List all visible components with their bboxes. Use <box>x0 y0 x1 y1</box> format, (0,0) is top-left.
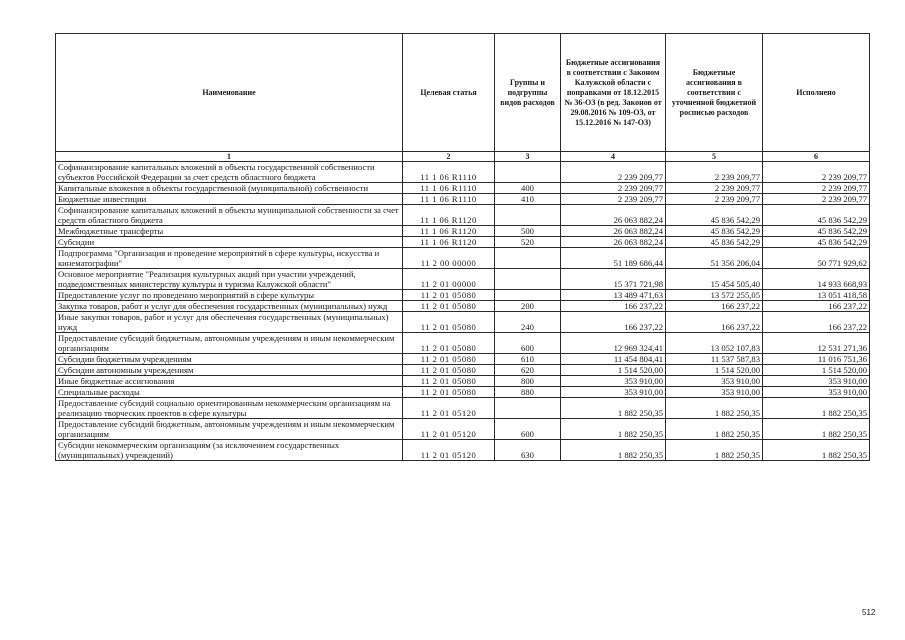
header-target-article: Целевая статья <box>403 34 495 152</box>
row-executed: 11 016 751,36 <box>763 354 870 365</box>
row-name: Иные бюджетные ассигнования <box>56 376 403 387</box>
row-expense-group <box>495 162 561 183</box>
row-revised-allocation: 2 239 209,77 <box>666 162 763 183</box>
row-revised-allocation: 2 239 209,77 <box>666 194 763 205</box>
row-target-article: 11 2 01 05080 <box>403 290 495 301</box>
table-row <box>56 354 870 365</box>
header-executed: Исполнено <box>763 34 870 152</box>
row-target-article: 11 2 01 00000 <box>403 269 495 290</box>
row-target-article: 11 2 01 05080 <box>403 387 495 398</box>
row-name: Предоставление услуг по проведению мероприятий в сфере культуры <box>56 290 403 301</box>
table-row <box>56 387 870 398</box>
row-expense-group: 600 <box>495 333 561 354</box>
row-law-allocation: 26 063 882,24 <box>561 237 666 248</box>
row-name: Предоставление субсидий бюджетным, автономным учреждениям и иным некоммерческим организациям <box>56 333 403 354</box>
row-revised-allocation: 353 910,00 <box>666 376 763 387</box>
row-expense-group: 240 <box>495 312 561 333</box>
row-law-allocation: 2 239 209,77 <box>561 183 666 194</box>
row-name: Субсидии некоммерческим организациям (за исключением государственных (муниципальных) учреждений) <box>56 440 403 461</box>
row-law-allocation: 1 882 250,35 <box>561 419 666 440</box>
row-executed: 353 910,00 <box>763 387 870 398</box>
header-law-allocations: Бюджетные ассигнования в соответствии с Законом Калужской области с поправками от 18.12.2015 № 36-ОЗ (в ред. Законов от 29.08.2016 № 109-ОЗ, от 15.12.2016 № 147-ОЗ) <box>561 34 666 152</box>
table-row <box>56 183 870 194</box>
row-executed: 1 882 250,35 <box>763 398 870 419</box>
row-expense-group: 500 <box>495 226 561 237</box>
row-law-allocation: 11 454 804,41 <box>561 354 666 365</box>
row-name: Основное мероприятие "Реализация культурных акций при участии учреждений, подведомственных министерству культуры и туризма Калужской области" <box>56 269 403 290</box>
row-revised-allocation: 1 882 250,35 <box>666 419 763 440</box>
row-target-article: 11 2 00 00000 <box>403 248 495 269</box>
row-law-allocation: 166 237,22 <box>561 301 666 312</box>
row-executed: 1 882 250,35 <box>763 440 870 461</box>
row-law-allocation: 51 189 686,44 <box>561 248 666 269</box>
header-name: Наименование <box>56 34 403 152</box>
row-law-allocation: 26 063 882,24 <box>561 205 666 226</box>
row-target-article: 11 1 06 R1110 <box>403 162 495 183</box>
row-executed: 45 836 542,29 <box>763 205 870 226</box>
row-name: Субсидии автономным учреждениям <box>56 365 403 376</box>
table-row <box>56 269 870 290</box>
row-name: Специальные расходы <box>56 387 403 398</box>
row-target-article: 11 2 01 05120 <box>403 440 495 461</box>
row-executed: 45 836 542,29 <box>763 237 870 248</box>
row-executed: 353 910,00 <box>763 376 870 387</box>
row-revised-allocation: 11 537 587,83 <box>666 354 763 365</box>
row-expense-group <box>495 269 561 290</box>
column-number: 4 <box>561 152 666 162</box>
row-target-article: 11 1 06 R1120 <box>403 237 495 248</box>
row-expense-group: 600 <box>495 419 561 440</box>
row-revised-allocation: 13 572 255,05 <box>666 290 763 301</box>
table-row <box>56 290 870 301</box>
row-executed: 166 237,22 <box>763 312 870 333</box>
row-executed: 12 531 271,36 <box>763 333 870 354</box>
row-name: Субсидии <box>56 237 403 248</box>
row-revised-allocation: 45 836 542,29 <box>666 226 763 237</box>
row-expense-group: 200 <box>495 301 561 312</box>
row-executed: 2 239 209,77 <box>763 194 870 205</box>
row-name: Предоставление субсидий социально ориентированным некоммерческим организациям на реализацию творческих проектов в сфере культуры <box>56 398 403 419</box>
row-name: Иные закупки товаров, работ и услуг для обеспечения государственных (муниципальных) нужд <box>56 312 403 333</box>
header-revised-allocations: Бюджетные ассигнования в соответствии с уточненной бюджетной росписью расходов <box>666 34 763 152</box>
row-expense-group: 520 <box>495 237 561 248</box>
page-number: 512 <box>862 608 876 617</box>
row-revised-allocation: 45 836 542,29 <box>666 237 763 248</box>
row-target-article: 11 1 06 R1110 <box>403 183 495 194</box>
row-target-article: 11 1 06 R1110 <box>403 194 495 205</box>
row-revised-allocation: 166 237,22 <box>666 312 763 333</box>
row-executed: 45 836 542,29 <box>763 226 870 237</box>
row-target-article: 11 2 01 05120 <box>403 419 495 440</box>
table-row <box>56 365 870 376</box>
column-number: 6 <box>763 152 870 162</box>
row-target-article: 11 2 01 05080 <box>403 301 495 312</box>
row-law-allocation: 15 371 721,98 <box>561 269 666 290</box>
budget-report-page <box>55 33 870 461</box>
row-law-allocation: 2 239 209,77 <box>561 194 666 205</box>
budget-table <box>55 33 870 461</box>
row-expense-group <box>495 205 561 226</box>
row-executed: 14 933 668,93 <box>763 269 870 290</box>
column-number: 2 <box>403 152 495 162</box>
row-expense-group: 620 <box>495 365 561 376</box>
row-name: Софинансирование капитальных вложений в объекты муниципальной собственности за счет средств областного бюджета <box>56 205 403 226</box>
row-executed: 1 514 520,00 <box>763 365 870 376</box>
row-target-article: 11 2 01 05080 <box>403 376 495 387</box>
row-name: Капитальные вложения в объекты государственной (муниципальной) собственности <box>56 183 403 194</box>
row-target-article: 11 2 01 05080 <box>403 354 495 365</box>
table-row <box>56 419 870 440</box>
row-revised-allocation: 45 836 542,29 <box>666 205 763 226</box>
row-name: Закупка товаров, работ и услуг для обеспечения государственных (муниципальных) нужд <box>56 301 403 312</box>
row-expense-group: 400 <box>495 183 561 194</box>
row-target-article: 11 2 01 05080 <box>403 333 495 354</box>
row-name: Межбюджетные трансферты <box>56 226 403 237</box>
row-target-article: 11 2 01 05080 <box>403 312 495 333</box>
row-name: Бюджетные инвестиции <box>56 194 403 205</box>
row-name: Софинансирование капитальных вложений в объекты государственной собственности субъектов Российской Федерации за счет средств областного бюджета <box>56 162 403 183</box>
row-revised-allocation: 1 882 250,35 <box>666 398 763 419</box>
row-law-allocation: 1 882 250,35 <box>561 440 666 461</box>
row-revised-allocation: 1 882 250,35 <box>666 440 763 461</box>
row-revised-allocation: 2 239 209,77 <box>666 183 763 194</box>
header-expense-groups: Группы и подгруппы видов расходов <box>495 34 561 152</box>
row-expense-group: 630 <box>495 440 561 461</box>
column-number: 3 <box>495 152 561 162</box>
row-law-allocation: 1 514 520,00 <box>561 365 666 376</box>
row-executed: 2 239 209,77 <box>763 162 870 183</box>
row-law-allocation: 1 882 250,35 <box>561 398 666 419</box>
table-header-row <box>56 34 870 152</box>
row-executed: 13 051 418,58 <box>763 290 870 301</box>
row-revised-allocation: 13 052 107,83 <box>666 333 763 354</box>
row-revised-allocation: 1 514 520,00 <box>666 365 763 376</box>
table-row <box>56 398 870 419</box>
row-target-article: 11 1 06 R1120 <box>403 205 495 226</box>
row-expense-group <box>495 398 561 419</box>
row-executed: 166 237,22 <box>763 301 870 312</box>
row-name: Предоставление субсидий бюджетным, автономным учреждениям и иным некоммерческим организациям <box>56 419 403 440</box>
row-expense-group: 800 <box>495 376 561 387</box>
table-row <box>56 226 870 237</box>
row-executed: 50 771 929,62 <box>763 248 870 269</box>
table-row <box>56 237 870 248</box>
row-revised-allocation: 166 237,22 <box>666 301 763 312</box>
row-target-article: 11 2 01 05080 <box>403 365 495 376</box>
table-row <box>56 248 870 269</box>
row-target-article: 11 1 06 R1120 <box>403 226 495 237</box>
row-name: Подпрограмма "Организация и проведение мероприятий в сфере культуры, искусства и кинематографии" <box>56 248 403 269</box>
row-law-allocation: 353 910,00 <box>561 387 666 398</box>
table-body <box>56 162 870 461</box>
table-row <box>56 301 870 312</box>
row-law-allocation: 166 237,22 <box>561 312 666 333</box>
row-law-allocation: 12 969 324,41 <box>561 333 666 354</box>
table-row <box>56 333 870 354</box>
column-number: 1 <box>56 152 403 162</box>
row-revised-allocation: 51 356 206,04 <box>666 248 763 269</box>
table-row <box>56 162 870 183</box>
row-law-allocation: 13 489 471,63 <box>561 290 666 301</box>
table-row <box>56 194 870 205</box>
table-row <box>56 440 870 461</box>
row-expense-group: 610 <box>495 354 561 365</box>
row-expense-group: 410 <box>495 194 561 205</box>
table-row <box>56 376 870 387</box>
row-revised-allocation: 15 454 505,40 <box>666 269 763 290</box>
row-executed: 1 882 250,35 <box>763 419 870 440</box>
column-number-row <box>56 152 870 162</box>
row-expense-group <box>495 290 561 301</box>
table-row <box>56 205 870 226</box>
row-target-article: 11 2 01 05120 <box>403 398 495 419</box>
row-law-allocation: 353 910,00 <box>561 376 666 387</box>
column-number: 5 <box>666 152 763 162</box>
row-law-allocation: 26 063 882,24 <box>561 226 666 237</box>
row-law-allocation: 2 239 209,77 <box>561 162 666 183</box>
row-name: Субсидии бюджетным учреждениям <box>56 354 403 365</box>
row-revised-allocation: 353 910,00 <box>666 387 763 398</box>
row-expense-group <box>495 248 561 269</box>
row-executed: 2 239 209,77 <box>763 183 870 194</box>
row-expense-group: 880 <box>495 387 561 398</box>
table-row <box>56 312 870 333</box>
